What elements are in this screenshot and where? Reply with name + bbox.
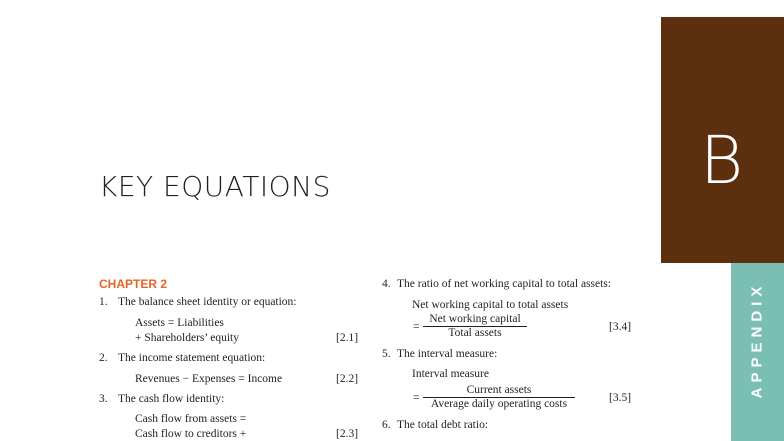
equation-ref: [2.2] [336,373,359,385]
item-number: 1. [99,296,108,308]
fraction-denominator: Total assets [448,327,502,339]
item-number: 3. [99,393,108,405]
equation-line: Assets = Liabilities [135,317,224,329]
item-description: The balance sheet identity or equation: [118,296,297,308]
fraction-numerator: Current assets [423,384,575,398]
fraction [423,384,575,411]
equation-ref: [3.5] [609,392,632,404]
equation-ref: [2.1] [336,332,359,344]
fraction-numerator: Net working capital [423,313,527,327]
item-description: The cash flow identity: [118,393,225,405]
page-title: KEY EQUATIONS [99,170,331,203]
item-number: 6. [382,419,391,431]
item-number: 4. [382,278,391,290]
equals-sign: = [413,392,420,404]
chapter-heading: CHAPTER 2 [99,277,168,291]
fraction [423,313,527,340]
item-description: The interval measure: [397,348,498,360]
equation-line: Cash flow from assets = [135,413,247,425]
equals-sign: = [413,321,420,333]
item-description: The income statement equation: [118,352,266,364]
equation-line: + Shareholders’ equity [135,332,239,344]
appendix-label: APPENDIX [748,281,766,399]
equation-label: Net working capital to total assets [412,299,569,311]
equation-label: Interval measure [412,368,489,380]
item-description: The total debt ratio: [397,419,489,431]
item-number: 5. [382,348,391,360]
equation-ref: [3.4] [609,321,632,333]
equation-line: Revenues − Expenses = Income [135,373,283,385]
equation-line: Cash flow to creditors + [135,428,247,440]
appendix-letter: B [700,122,744,199]
item-number: 2. [99,352,108,364]
item-description: The ratio of net working capital to total assets: [397,278,611,290]
fraction-denominator: Average daily operating costs [430,398,568,410]
equation-ref: [2.3] [336,428,359,440]
